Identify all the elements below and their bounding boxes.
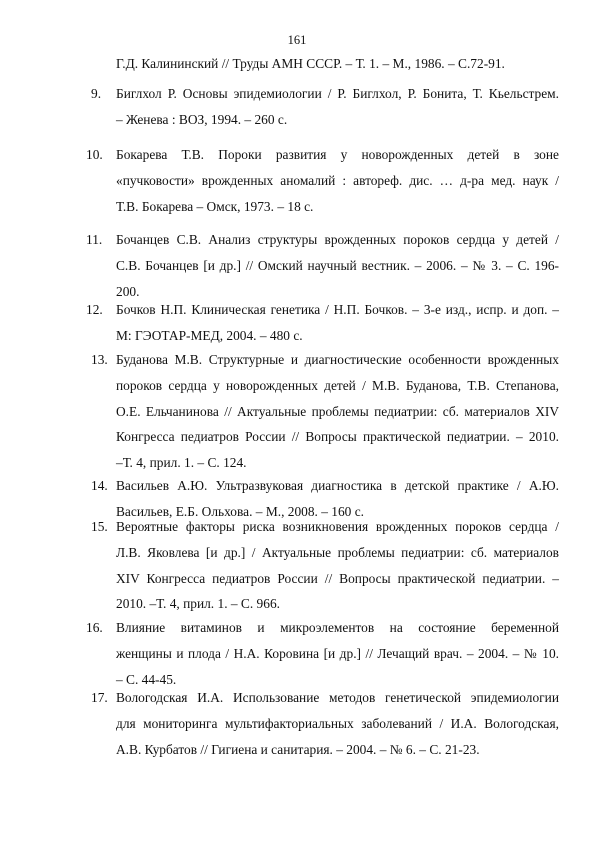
- reference-number: 17.: [91, 690, 108, 705]
- reference-line: Буданова М.В. Структурные и диагностические особенности врожденных: [116, 352, 559, 367]
- reference-number: 13.: [91, 352, 108, 367]
- reference-line: Т.В. Бокарева – Омск, 1973. – 18 с.: [116, 198, 314, 214]
- reference-line: М: ГЭОТАР-МЕД, 2004. – 480 с.: [116, 327, 303, 343]
- reference-line: Васильев А.Ю. Ультразвуковая диагностика в детской практике / А.Ю.: [116, 478, 559, 493]
- reference-number: 12.: [86, 302, 103, 317]
- reference-line: Бокарева Т.В. Пороки развития у новорожденных детей в зоне: [116, 147, 559, 162]
- reference-line: – Женева : ВОЗ, 1994. – 260 с.: [116, 111, 288, 127]
- reference-number: 15.: [91, 519, 108, 534]
- reference-line: –Т. 4, прил. 1. – С. 124.: [116, 455, 247, 471]
- reference-line: А.В. Курбатов // Гигиена и санитария. – 2004. – № 6. – С. 21-23.: [116, 741, 480, 757]
- reference-line: Васильев, Е.Б. Ольхова. – М., 2008. – 160 с.: [116, 503, 365, 519]
- reference-line: женщины и плода / Н.А. Коровина [и др.] // Лечащий врач. – 2004. – № 10.: [116, 645, 559, 661]
- reference-number: 11.: [86, 232, 103, 247]
- reference-line: 200.: [116, 283, 140, 299]
- reference-line: О.Е. Ельчанинова // Актуальные проблемы педиатрии: сб. материалов XIV: [116, 403, 559, 419]
- reference-line: Вологодская И.А. Использование методов генетической эпидемиологии: [116, 690, 559, 705]
- reference-line: Бочанцев С.В. Анализ структуры врожденных пороков сердца у детей /: [116, 232, 559, 247]
- reference-line: 2010. –Т. 4, прил. 1. – С. 966.: [116, 596, 280, 612]
- reference-line: XIV Конгресса педиатров России // Вопросы практической педиатрии. –: [116, 570, 559, 586]
- reference-line: Л.В. Яковлева [и др.] / Актуальные проблемы педиатрии: сб. материалов: [116, 544, 559, 560]
- reference-line: Биглхол Р. Основы эпидемиологии / Р. Биглхол, Р. Бонита, Т. Кьельстрем.: [116, 86, 559, 101]
- reference-number: 16.: [86, 620, 103, 635]
- reference-line: для мониторинга мультифакториальных заболеваний / И.А. Вологодская,: [116, 715, 559, 731]
- reference-line: Вероятные факторы риска возникновения врожденных пороков сердца /: [116, 519, 559, 534]
- reference-line: С.В. Бочанцев [и др.] // Омский научный вестник. – 2006. – № 3. – С. 196-: [116, 257, 559, 273]
- reference-line: – С. 44-45.: [116, 671, 177, 687]
- reference-line: Бочков Н.П. Клиническая генетика / Н.П. Бочков. – 3-е изд., испр. и доп. –: [116, 302, 559, 317]
- reference-line: Конгресса педиатров России // Вопросы практической педиатрии. – 2010.: [116, 429, 559, 445]
- page-number: 161: [287, 33, 307, 47]
- reference-number: 9.: [91, 86, 102, 101]
- reference-number: 14.: [91, 478, 108, 493]
- reference-line: пороков сердца у новорожденных детей / М.В. Буданова, Т.В. Степанова,: [116, 377, 559, 393]
- reference-line: Влияние витаминов и микроэлементов на состояние беременной: [116, 620, 559, 635]
- reference-line: «пучковости» врожденных аномалий : автореф. дис. … д-ра мед. наук /: [116, 172, 559, 188]
- reference-line: Г.Д. Калининский // Труды АМН СССР. – Т. 1. – М., 1986. – С.72-91.: [116, 56, 505, 71]
- reference-number: 10.: [86, 147, 103, 162]
